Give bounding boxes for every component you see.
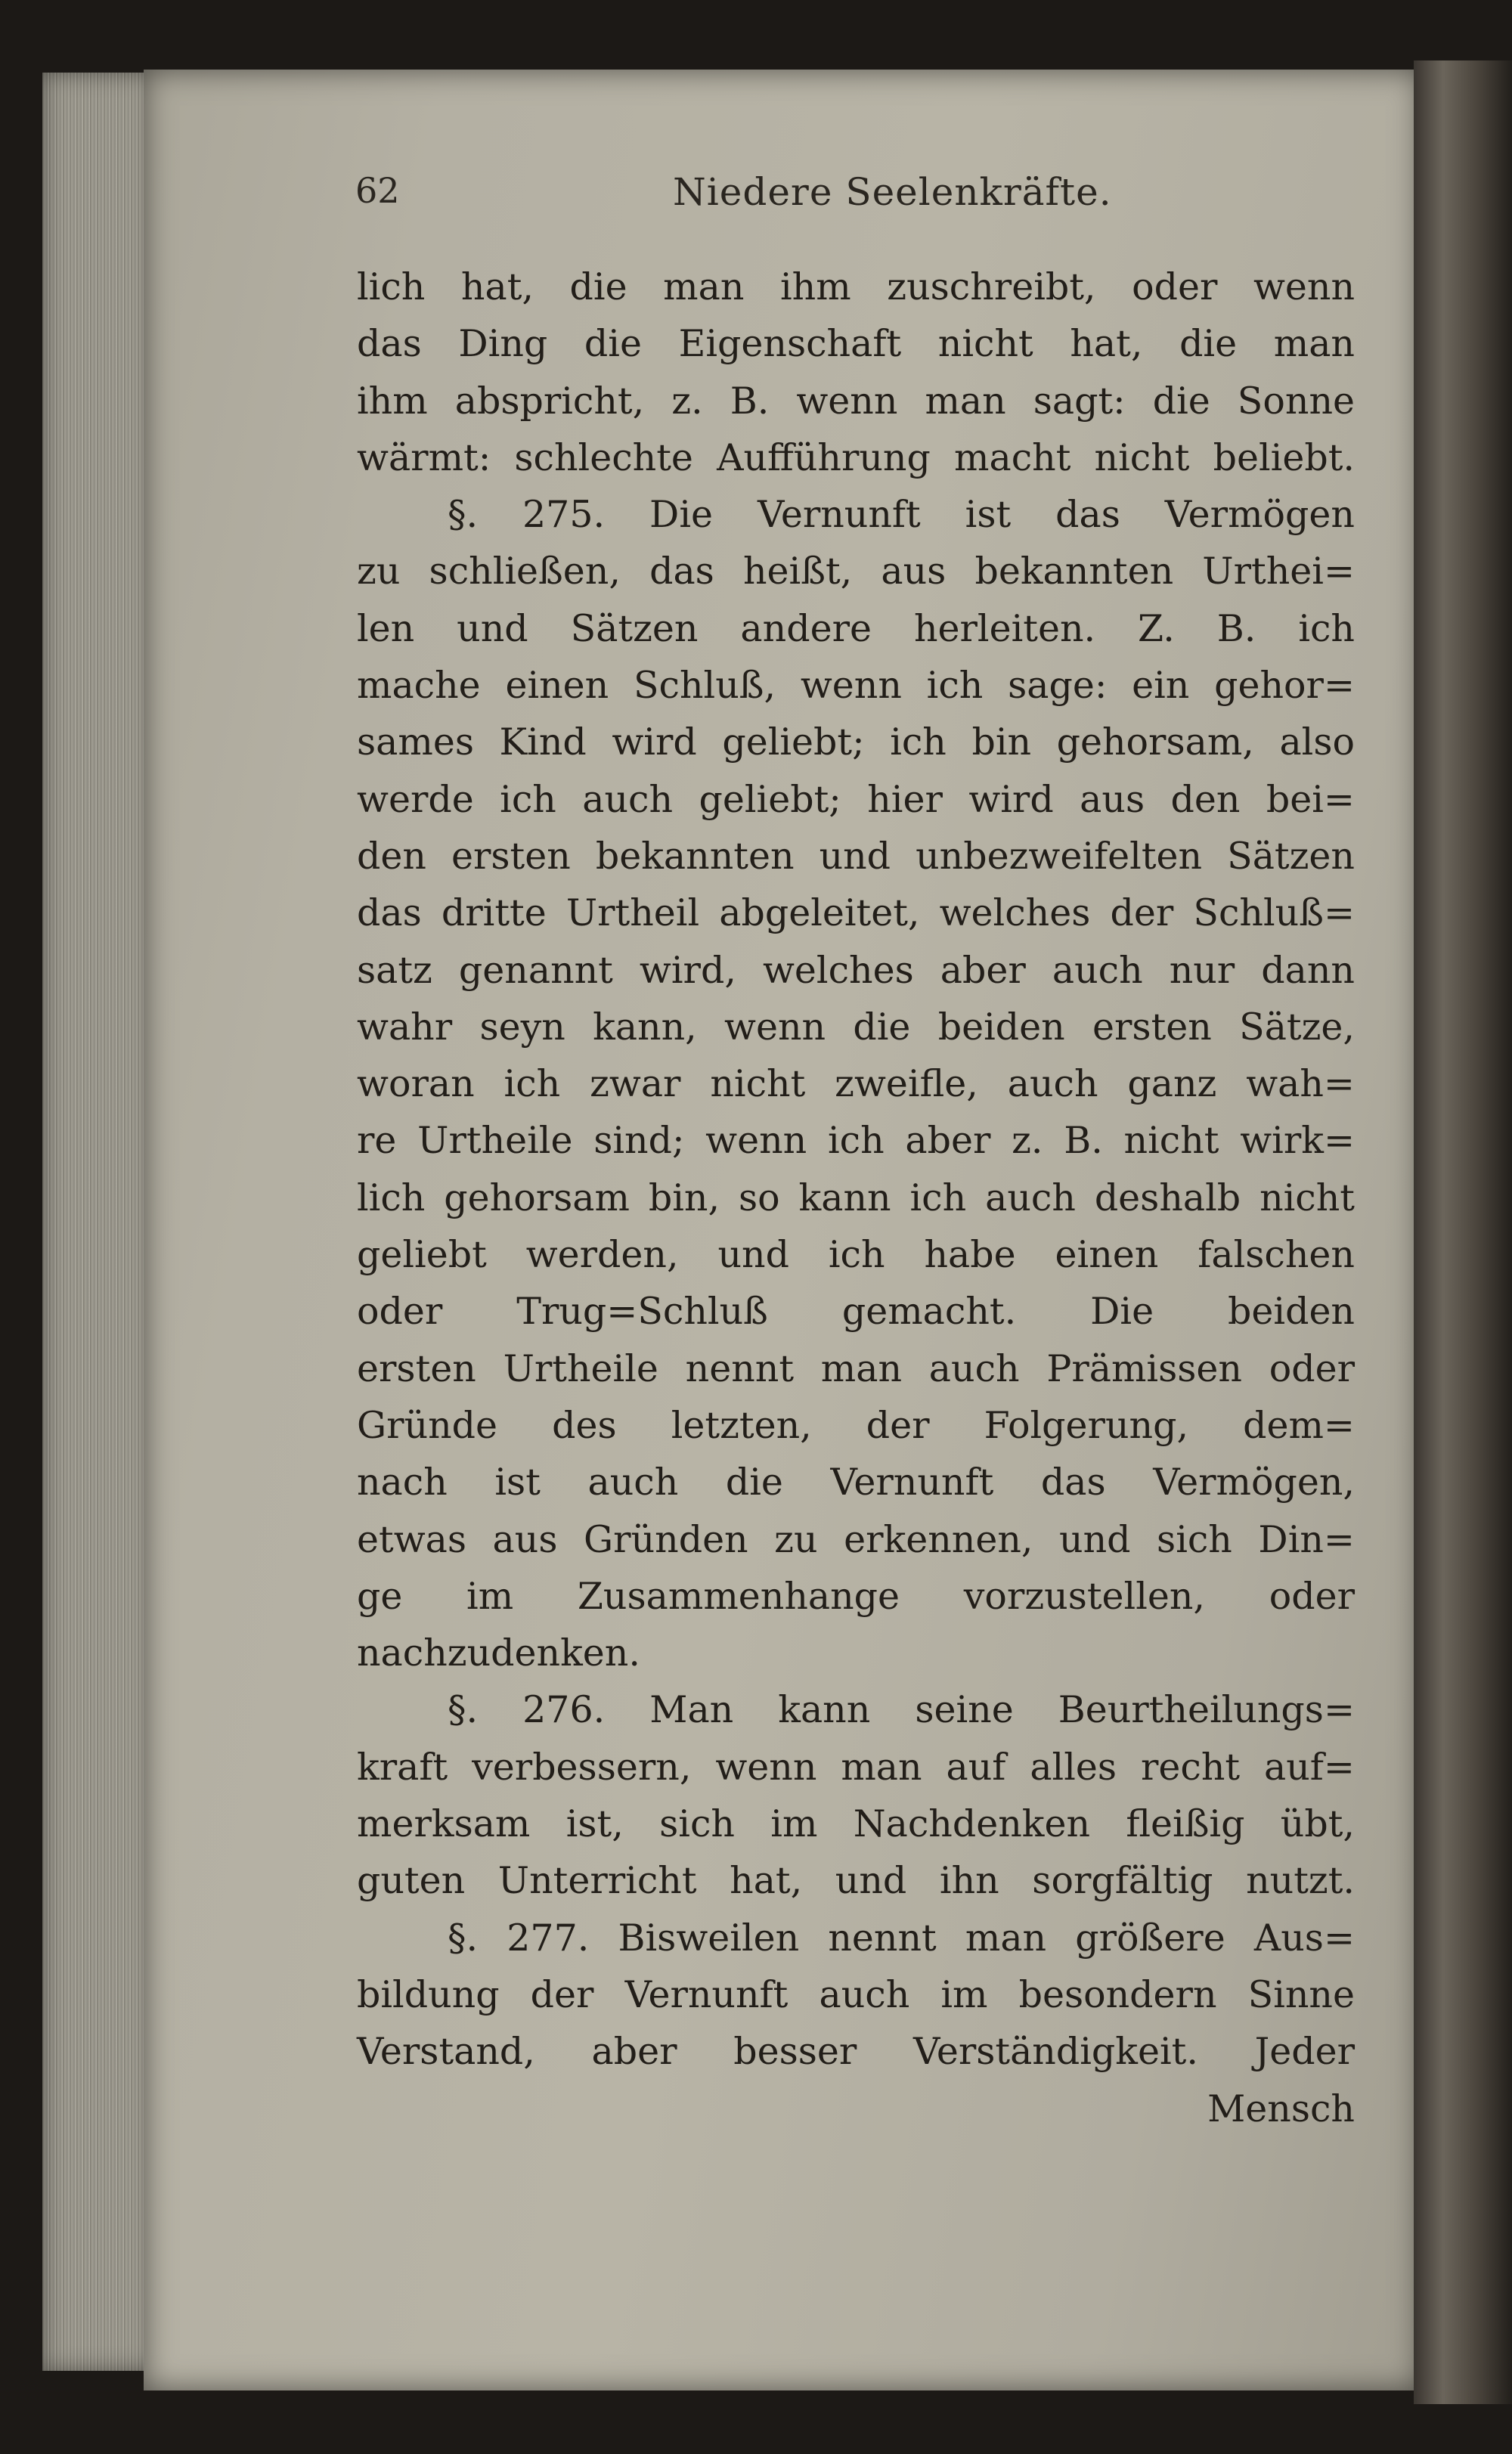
text-line: ersten Urtheile nennt man auch Prämissen oder — [357, 1346, 1355, 1390]
text-line: zu schließen, das heißt, aus bekannten Urthei= — [357, 550, 1355, 593]
text-line: merksam ist, sich im Nachdenken fleißig übt, — [357, 1802, 1355, 1846]
text-line: lich gehorsam bin, so kann ich auch deshalb nicht — [357, 1176, 1355, 1219]
text-line: re Urtheile sind; wenn ich aber z. B. nicht wirk= — [357, 1119, 1355, 1163]
text-line: das Ding die Eigenschaft nicht hat, die man — [357, 322, 1355, 366]
text-line: §. 277. Bisweilen nennt man größere Aus= — [448, 1916, 1355, 1960]
text-line: guten Unterricht hat, und ihn sorgfältig nutzt. — [357, 1859, 1355, 1903]
text-line: woran ich zwar nicht zweifle, auch ganz wah= — [357, 1062, 1355, 1106]
text-line: mache einen Schluß, wenn ich sage: ein gehor= — [357, 664, 1355, 708]
book-binding — [1414, 60, 1512, 2404]
text-line: §. 275. Die Vernunft ist das Vermögen — [448, 493, 1355, 537]
page-number: 62 — [355, 170, 400, 211]
text-line: lich hat, die man ihm zuschreibt, oder wenn — [357, 265, 1355, 308]
body-text — [357, 259, 1355, 2137]
text-line: werde ich auch geliebt; hier wird aus den bei= — [357, 777, 1355, 821]
text-line: das dritte Urtheil abgeleitet, welches der Schluß= — [357, 891, 1355, 935]
page-edges — [42, 73, 156, 2371]
text-line: satz genannt wird, welches aber auch nur dann — [357, 948, 1355, 992]
text-line: sames Kind wird geliebt; ich bin gehorsam, also — [357, 720, 1355, 764]
text-line: ge im Zusammenhange vorzustellen, oder — [357, 1574, 1355, 1618]
text-line: den ersten bekannten und unbezweifelten Sätzen — [357, 834, 1355, 878]
text-line: Verstand, aber besser Verständigkeit. Jeder — [357, 2030, 1355, 2074]
text-line: geliebt werden, und ich habe einen falschen — [357, 1233, 1355, 1277]
text-line: nachzudenken. — [357, 1631, 640, 1675]
text-line: Gründe des letzten, der Folgerung, dem= — [357, 1403, 1355, 1447]
text-line: §. 276. Man kann seine Beurtheilungs= — [448, 1688, 1355, 1732]
text-line: bildung der Vernunft auch im besondern Sinne — [357, 1972, 1355, 2016]
running-title: Niedere Seelenkräfte. — [673, 170, 1112, 214]
page-header — [355, 170, 1376, 231]
text-line: wärmt: schlechte Aufführung macht nicht beliebt. — [357, 435, 1355, 479]
text-line: oder Trug=Schluß gemacht. Die beiden — [357, 1290, 1355, 1334]
text-line: etwas aus Gründen zu erkennen, und sich Din= — [357, 1517, 1355, 1561]
text-line: nach ist auch die Vernunft das Vermögen, — [357, 1461, 1355, 1504]
text-line: kraft verbessern, wenn man auf alles recht auf= — [357, 1745, 1355, 1789]
text-line: len und Sätzen andere herleiten. Z. B. ich — [357, 606, 1355, 650]
text-line: ihm abspricht, z. B. wenn man sagt: die Sonne — [357, 379, 1355, 423]
catchword: Mensch — [1207, 2087, 1355, 2130]
text-line: wahr seyn kann, wenn die beiden ersten Sätze, — [357, 1005, 1355, 1049]
